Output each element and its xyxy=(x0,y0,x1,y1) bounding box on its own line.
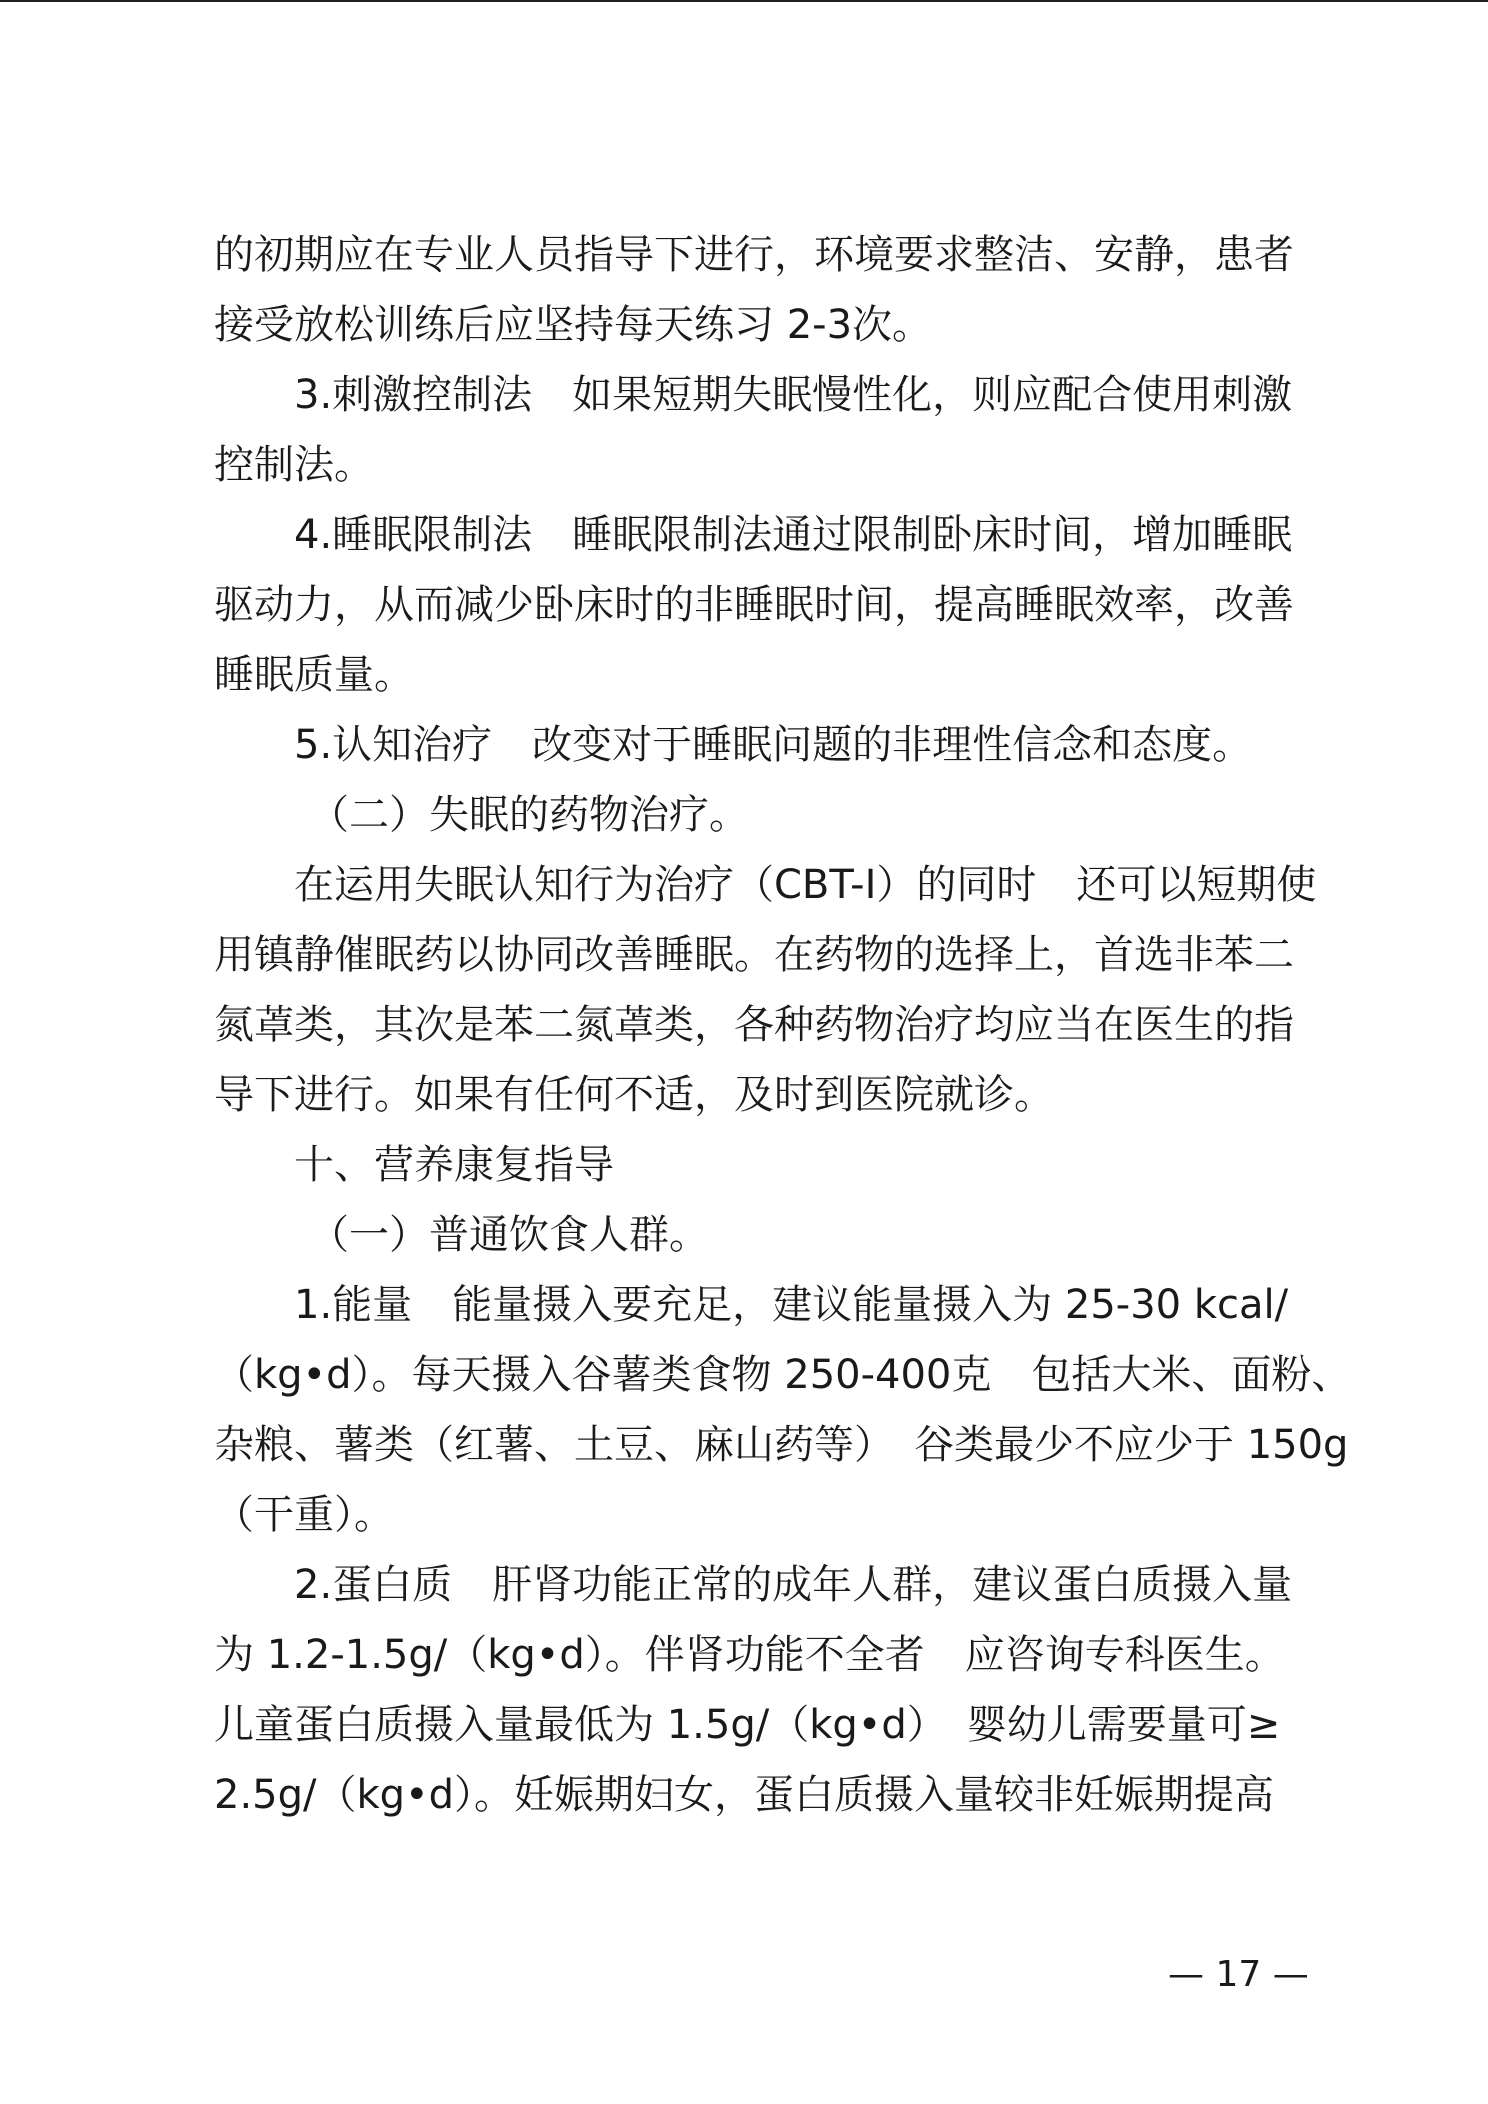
body-line-22: 儿童蛋白质摄入量最低为 1.5g/（kg•d） 婴幼儿需要量可≥ xyxy=(214,1702,1281,1748)
body-line-5: 4.睡眠限制法 睡眠限制法通过限制卧床时间，增加睡眠 xyxy=(294,512,1293,558)
body-line-16: 1.能量 能量摄入要充足，建议能量摄入为 25-30 kcal/ xyxy=(294,1282,1289,1328)
subheading-general-diet: （一）普通饮食人群。 xyxy=(309,1212,709,1258)
body-line-1: 的初期应在专业人员指导下进行，环境要求整洁、安静，患者 xyxy=(214,232,1294,278)
body-line-4: 控制法。 xyxy=(214,442,374,488)
document-body xyxy=(214,220,1352,1830)
subheading-drug-therapy: （二）失眠的药物治疗。 xyxy=(309,792,749,838)
section-heading-nutrition: 十、营养康复指导 xyxy=(294,1142,614,1188)
top-border-line xyxy=(0,0,1488,2)
body-line-12: 氮䓬类，其次是苯二氮䓬类，各种药物治疗均应当在医生的指 xyxy=(214,1002,1294,1048)
page-number: — 17 — xyxy=(1168,1954,1309,1995)
body-line-19: （干重）。 xyxy=(214,1492,394,1538)
body-line-7: 睡眠质量。 xyxy=(214,652,414,698)
body-line-3: 3.刺激控制法 如果短期失眠慢性化，则应配合使用刺激 xyxy=(294,372,1293,418)
body-line-13: 导下进行。如果有任何不适，及时到医院就诊。 xyxy=(214,1072,1054,1118)
body-line-21: 为 1.2-1.5g/（kg•d）。伴肾功能不全者 应咨询专科医生。 xyxy=(214,1632,1285,1678)
body-line-20: 2.蛋白质 肝肾功能正常的成年人群，建议蛋白质摄入量 xyxy=(294,1562,1293,1608)
body-line-23: 2.5g/（kg•d）。妊娠期妇女，蛋白质摄入量较非妊娠期提高 xyxy=(214,1772,1275,1818)
body-line-10: 在运用失眠认知行为治疗（CBT-I）的同时 还可以短期使 xyxy=(294,862,1317,908)
body-line-2: 接受放松训练后应坚持每天练习 2-3次。 xyxy=(214,302,933,348)
body-line-18: 杂粮、薯类（红薯、土豆、麻山药等） 谷类最少不应少于 150g xyxy=(214,1422,1349,1468)
body-line-6: 驱动力，从而减少卧床时的非睡眠时间，提高睡眠效率，改善 xyxy=(214,582,1294,628)
body-line-8: 5.认知治疗 改变对于睡眠问题的非理性信念和态度。 xyxy=(294,722,1253,768)
body-line-11: 用镇静催眠药以协同改善睡眠。在药物的选择上，首选非苯二 xyxy=(214,932,1294,978)
body-line-17: （kg•d）。每天摄入谷薯类食物 250-400克 包括大米、面粉、 xyxy=(214,1352,1352,1398)
